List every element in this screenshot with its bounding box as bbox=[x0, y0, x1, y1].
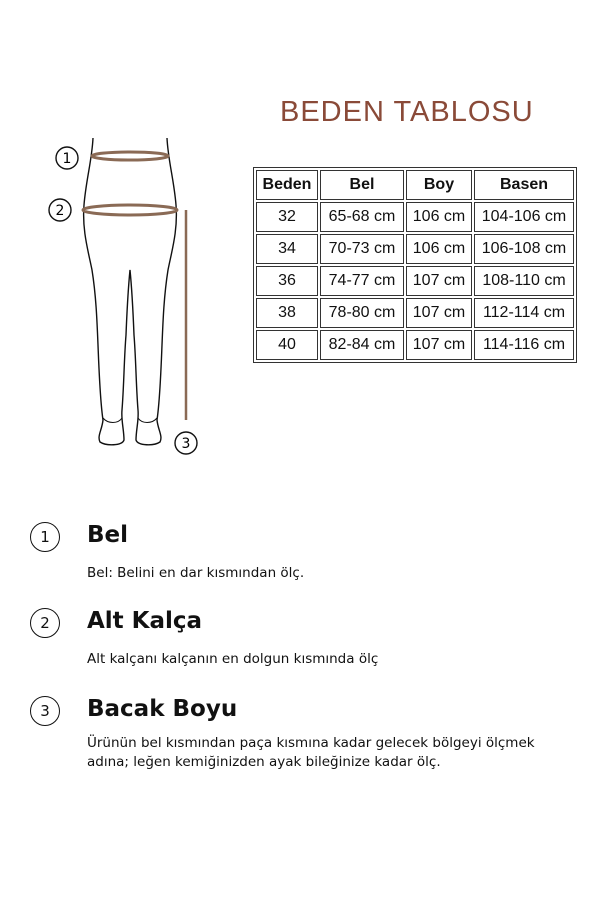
hip-line bbox=[83, 205, 177, 215]
marker-3-label: 3 bbox=[181, 436, 191, 452]
section-title: Bacak Boyu bbox=[87, 696, 238, 722]
table-row bbox=[256, 266, 574, 296]
size-table bbox=[253, 167, 577, 363]
section-bel bbox=[30, 520, 570, 590]
cell: 106-108 cm bbox=[474, 234, 574, 264]
section-title: Alt Kalça bbox=[87, 608, 203, 634]
cell: 112-114 cm bbox=[474, 298, 574, 328]
table-row bbox=[256, 298, 574, 328]
cell: 107 cm bbox=[406, 298, 472, 328]
cell: 38 bbox=[256, 298, 318, 328]
cell: 114-116 cm bbox=[474, 330, 574, 360]
table-header-row bbox=[256, 170, 574, 200]
leg-measurement-figure bbox=[48, 120, 218, 465]
cell: 65-68 cm bbox=[320, 202, 404, 232]
cell: 82-84 cm bbox=[320, 330, 404, 360]
cell: 78-80 cm bbox=[320, 298, 404, 328]
column-header: Boy bbox=[406, 170, 472, 200]
cell: 106 cm bbox=[406, 202, 472, 232]
section-alt-kalca bbox=[30, 606, 570, 676]
cell: 107 cm bbox=[406, 330, 472, 360]
waist-line bbox=[92, 152, 168, 160]
cell: 108-110 cm bbox=[474, 266, 574, 296]
section-number-badge: 2 bbox=[30, 608, 60, 638]
table-row bbox=[256, 234, 574, 264]
column-header: Beden bbox=[256, 170, 318, 200]
cell: 74-77 cm bbox=[320, 266, 404, 296]
table-row bbox=[256, 330, 574, 360]
column-header: Bel bbox=[320, 170, 404, 200]
cell: 107 cm bbox=[406, 266, 472, 296]
body-outline bbox=[84, 138, 177, 445]
section-description: Ürünün bel kısmından paça kısmına kadar gelecek bölgeyi ölçmek adına; leğen kemiğinizden ayak bileğinize kadar ölç. bbox=[87, 735, 535, 770]
marker-2 bbox=[49, 199, 71, 221]
cell: 70-73 cm bbox=[320, 234, 404, 264]
section-description: Alt kalçanı kalçanın en dolgun kısmında ölç bbox=[87, 651, 379, 667]
cell: 36 bbox=[256, 266, 318, 296]
column-header: Basen bbox=[474, 170, 574, 200]
marker-1-label: 1 bbox=[62, 151, 72, 167]
cell: 104-106 cm bbox=[474, 202, 574, 232]
marker-1 bbox=[56, 147, 78, 169]
marker-3 bbox=[175, 432, 197, 454]
cell: 34 bbox=[256, 234, 318, 264]
section-title: Bel bbox=[87, 522, 129, 548]
table-row bbox=[256, 202, 574, 232]
section-number-badge: 3 bbox=[30, 696, 60, 726]
section-number-badge: 1 bbox=[30, 522, 60, 552]
section-bacak-boyu bbox=[30, 694, 570, 784]
cell: 40 bbox=[256, 330, 318, 360]
page-title: BEDEN TABLOSU bbox=[280, 96, 534, 128]
cell: 106 cm bbox=[406, 234, 472, 264]
section-description: Bel: Belini en dar kısmından ölç. bbox=[87, 565, 305, 581]
cell: 32 bbox=[256, 202, 318, 232]
marker-2-label: 2 bbox=[55, 203, 65, 219]
